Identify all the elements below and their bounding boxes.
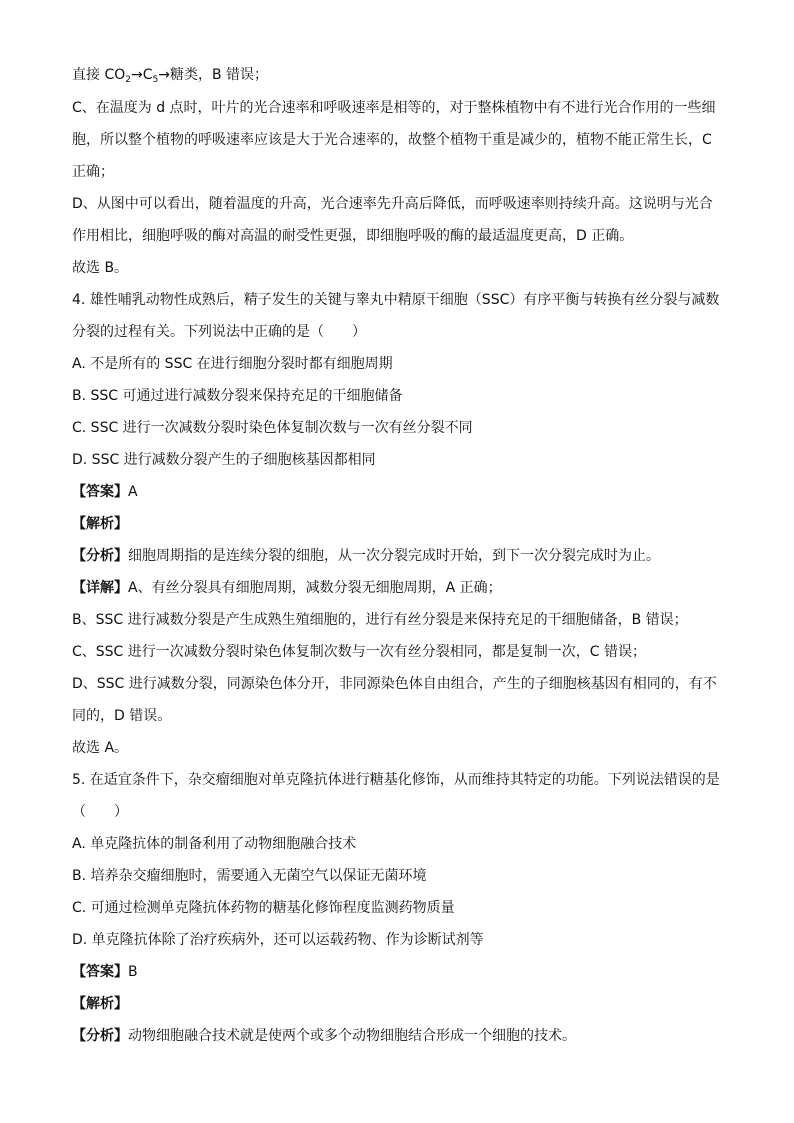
q5-stem-line: 5. 在适宜条件下，杂交瘤细胞对单克隆抗体进行糖基化修饰，从而维持其特定的功能。下列说法错误的是 <box>72 772 720 788</box>
q3-option-d-line: 作用相比，细胞呼吸的酶对高温的耐受性更强，即细胞呼吸的酶的最适温度更高，D 正确。 <box>72 228 634 244</box>
q4-option-d: D. SSC 进行减数分裂产生的子细胞核基因都相同 <box>72 452 376 468</box>
answer-value: B <box>128 964 138 980</box>
q4-option-a: A. 不是所有的 SSC 在进行细胞分裂时都有细胞周期 <box>72 356 393 372</box>
fenxi-tag: 【分析】 <box>72 548 128 564</box>
q5-option-b: B. 培养杂交瘤细胞时，需要通入无菌空气以保证无菌环境 <box>72 868 427 884</box>
q3-option-c-line: 胞，所以整个植物的呼吸速率应该是大于光合速率的，故整个植物干重是减少的，植物不能正常生长，C <box>72 132 712 148</box>
q4-stem-line: 4. 雄性哺乳动物性成熟后，精子发生的关键与睾丸中精原干细胞（SSC）有序平衡与转换有丝分裂与减数 <box>72 292 720 308</box>
q4-option-b: B. SSC 可通过进行减数分裂来保持充足的干细胞储备 <box>72 388 403 404</box>
q4-choice: 故选 A。 <box>72 740 129 756</box>
q4-explain-d-line: D、SSC 进行减数分裂，同源染色体分开，非同源染色体自由组合，产生的子细胞核基因有相同的，有不 <box>72 676 717 692</box>
q5-option-d: D. 单克隆抗体除了治疗疾病外，还可以运载药物、作为诊断试剂等 <box>72 932 484 948</box>
q4-stem-line: 分裂的过程有关。下列说法中正确的是（ ） <box>72 324 366 340</box>
q4-explain-d-line: 同的，D 错误。 <box>72 708 172 724</box>
q3-option-d-line: D、从图中可以看出，随着温度的升高，光合速率先升高后降低，而呼吸速率则持续升高。这说明与光合 <box>72 196 713 212</box>
fenxi-tag: 【分析】 <box>72 1028 128 1044</box>
q4-option-c: C. SSC 进行一次减数分裂时染色体复制次数与一次有丝分裂不同 <box>72 420 473 436</box>
q4-xiangjie: 【详解】A、有丝分裂具有细胞周期，减数分裂无细胞周期，A 正确； <box>72 580 502 596</box>
q5-analysis-tag: 【解析】 <box>72 996 128 1012</box>
q4-answer <box>72 481 722 503</box>
q4-fenxi: 【分析】细胞周期指的是连续分裂的细胞，从一次分裂完成时开始，到下一次分裂完成时为止。 <box>72 548 660 564</box>
q3-option-b-conclusion: 直接 $CO_2\to C_5\to$糖类，B 错误； <box>72 67 269 85</box>
q5-option-c: C. 可通过检测单克隆抗体药物的糖基化修饰程度监测药物质量 <box>72 900 455 916</box>
q4-analysis-tag: 【解析】 <box>72 516 128 532</box>
q3-option-c-line: C、在温度为 d 点时，叶片的光合速率和呼吸速率是相等的，对于整株植物中有不进行光合作用的一些细 <box>72 100 716 116</box>
answer-tag: 【答案】 <box>72 964 128 980</box>
q5-answer <box>72 961 722 983</box>
xiangjie-tag: 【详解】 <box>72 580 128 596</box>
q4-explain-c: C、SSC 进行一次减数分裂时染色体复制次数与一次有丝分裂相同，都是复制一次，C 错误； <box>72 644 646 660</box>
q5-fenxi: 【分析】动物细胞融合技术就是使两个或多个动物细胞结合形成一个细胞的技术。 <box>72 1028 576 1044</box>
q3-choice: 故选 B。 <box>72 260 129 276</box>
q5-option-a: A. 单克隆抗体的制备利用了动物细胞融合技术 <box>72 836 357 852</box>
q4-explain-b: B、SSC 进行减数分裂是产生成熟生殖细胞的，进行有丝分裂是来保持充足的干细胞储备，B 错误； <box>72 612 688 628</box>
answer-value: A <box>128 484 138 500</box>
answer-tag: 【答案】 <box>72 484 128 500</box>
q3-option-c-line: 正确； <box>72 164 114 180</box>
q5-stem-line: （ ） <box>72 804 128 820</box>
